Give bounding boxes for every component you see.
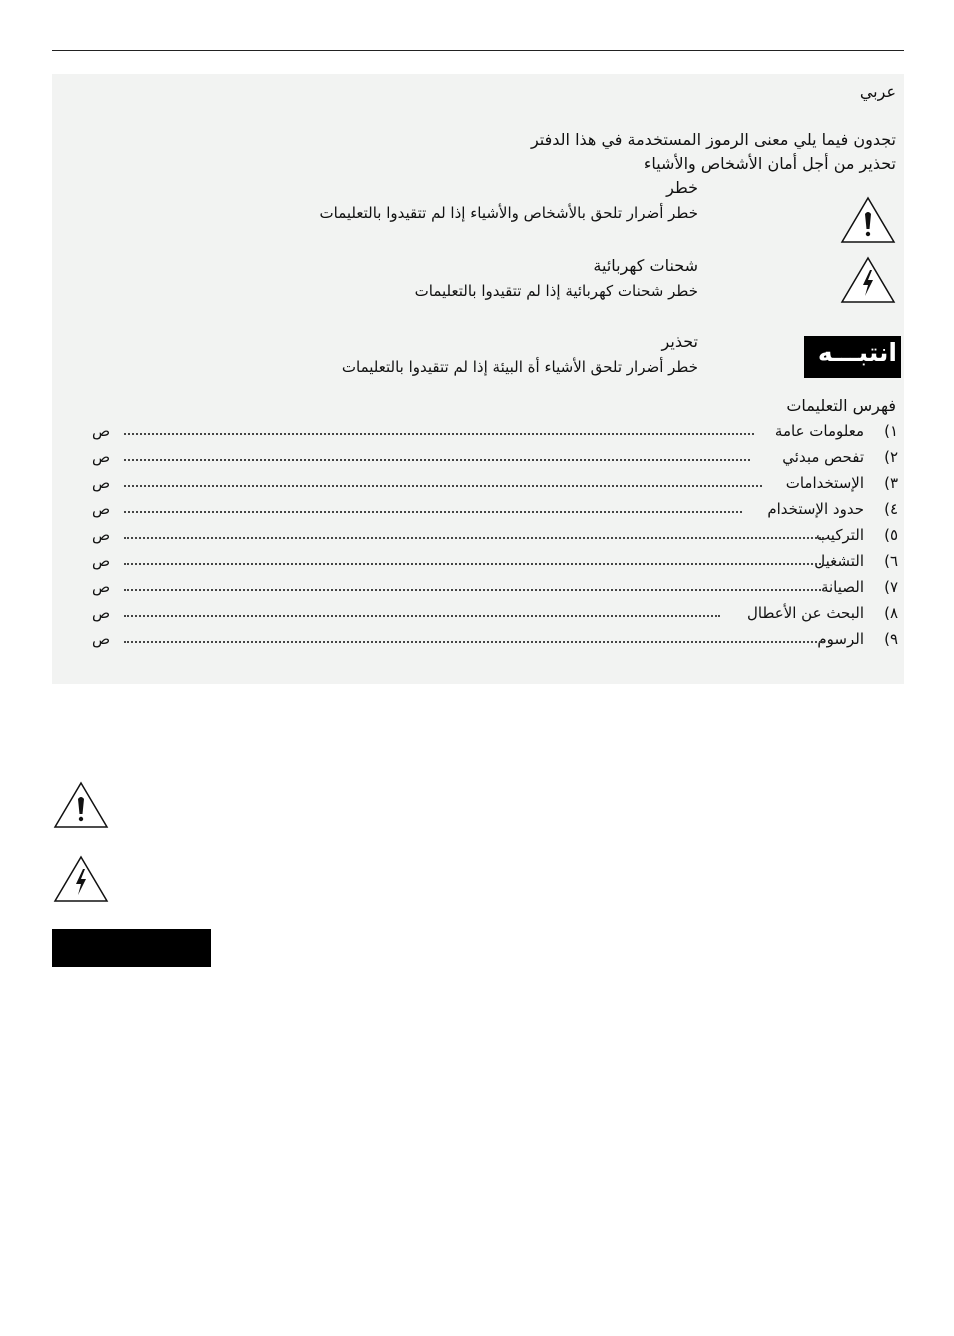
toc-leader — [124, 641, 824, 643]
toc-page: ص — [92, 474, 111, 492]
toc-title: التركيب — [816, 526, 864, 544]
electric-shock-icon — [840, 256, 896, 304]
toc-row[interactable] — [92, 604, 898, 626]
toc-leader — [124, 459, 750, 461]
toc-row[interactable] — [92, 552, 898, 574]
toc-heading: فهرس التعليمات — [786, 396, 896, 415]
electric-shock-icon — [53, 855, 109, 903]
toc-row[interactable] — [92, 630, 898, 652]
toc-row[interactable] — [92, 578, 898, 600]
toc-title: تفحص مبدئي — [782, 448, 864, 466]
toc-number: ٤) — [884, 500, 898, 518]
electric-title: شحنات كهربائية — [593, 256, 698, 275]
toc-number: ٢) — [884, 448, 898, 466]
toc-leader — [124, 485, 762, 487]
toc-row[interactable] — [92, 448, 898, 470]
toc-page: ص — [92, 578, 111, 596]
toc-number: ٦) — [884, 552, 898, 570]
warning-text: خطر أضرار تلحق الأشياء أة البيئة إذا لم تتقيدوا بالتعليمات — [341, 358, 698, 376]
toc-row[interactable] — [92, 500, 898, 522]
toc-page: ص — [92, 604, 111, 622]
attention-badge-label: انتبـــه — [817, 338, 897, 367]
toc-page: ص — [92, 526, 111, 544]
toc-number: ٧) — [884, 578, 898, 596]
toc-page: ص — [92, 552, 111, 570]
attention-badge — [804, 336, 901, 378]
toc-row[interactable] — [92, 526, 898, 548]
toc-leader — [124, 537, 824, 539]
toc-leader — [124, 563, 824, 565]
toc-number: ٣) — [884, 474, 898, 492]
toc-leader — [124, 433, 754, 435]
attention-black-bar — [52, 929, 211, 967]
toc-number: ١) — [884, 422, 898, 440]
intro-line-2: تحذير من أجل أمان الأشخاص والأشياء — [643, 154, 896, 173]
toc-title: البحث عن الأعطال — [746, 604, 864, 622]
intro-line-1: تجدون فيما يلي معنى الرموز المستخدمة في هذا الدفتر — [530, 130, 896, 149]
toc-title: الإستخدامات — [785, 474, 864, 492]
danger-exclamation-icon — [840, 196, 896, 244]
toc-number: ٥) — [884, 526, 898, 544]
toc-leader — [124, 615, 720, 617]
top-rule — [52, 50, 904, 51]
toc-page: ص — [92, 422, 111, 440]
toc-number: ٩) — [884, 630, 898, 648]
toc-title: الصيانة — [820, 578, 864, 596]
toc-leader — [124, 511, 742, 513]
toc-title: الرسوم — [817, 630, 864, 648]
toc-title: التشغيل — [814, 552, 864, 570]
danger-title: خطر — [666, 178, 698, 197]
danger-text: خطر أضرار تلحق بالأشخاص والأشياء إذا لم تتقيدوا بالتعليمات — [319, 204, 698, 222]
toc-row[interactable] — [92, 422, 898, 444]
toc-page: ص — [92, 448, 111, 466]
language-label: عربي — [859, 82, 896, 101]
toc-title: حدود الإستخدام — [767, 500, 864, 518]
warning-title: تحذير — [661, 332, 698, 351]
toc-page: ص — [92, 500, 111, 518]
toc-leader — [124, 589, 824, 591]
toc-number: ٨) — [884, 604, 898, 622]
toc-row[interactable] — [92, 474, 898, 496]
electric-text: خطر شحنات كهربائية إذا لم تتقيدوا بالتعليمات — [414, 282, 698, 300]
toc-page: ص — [92, 630, 111, 648]
toc-title: معلومات عامة — [774, 422, 864, 440]
danger-exclamation-icon — [53, 781, 109, 829]
